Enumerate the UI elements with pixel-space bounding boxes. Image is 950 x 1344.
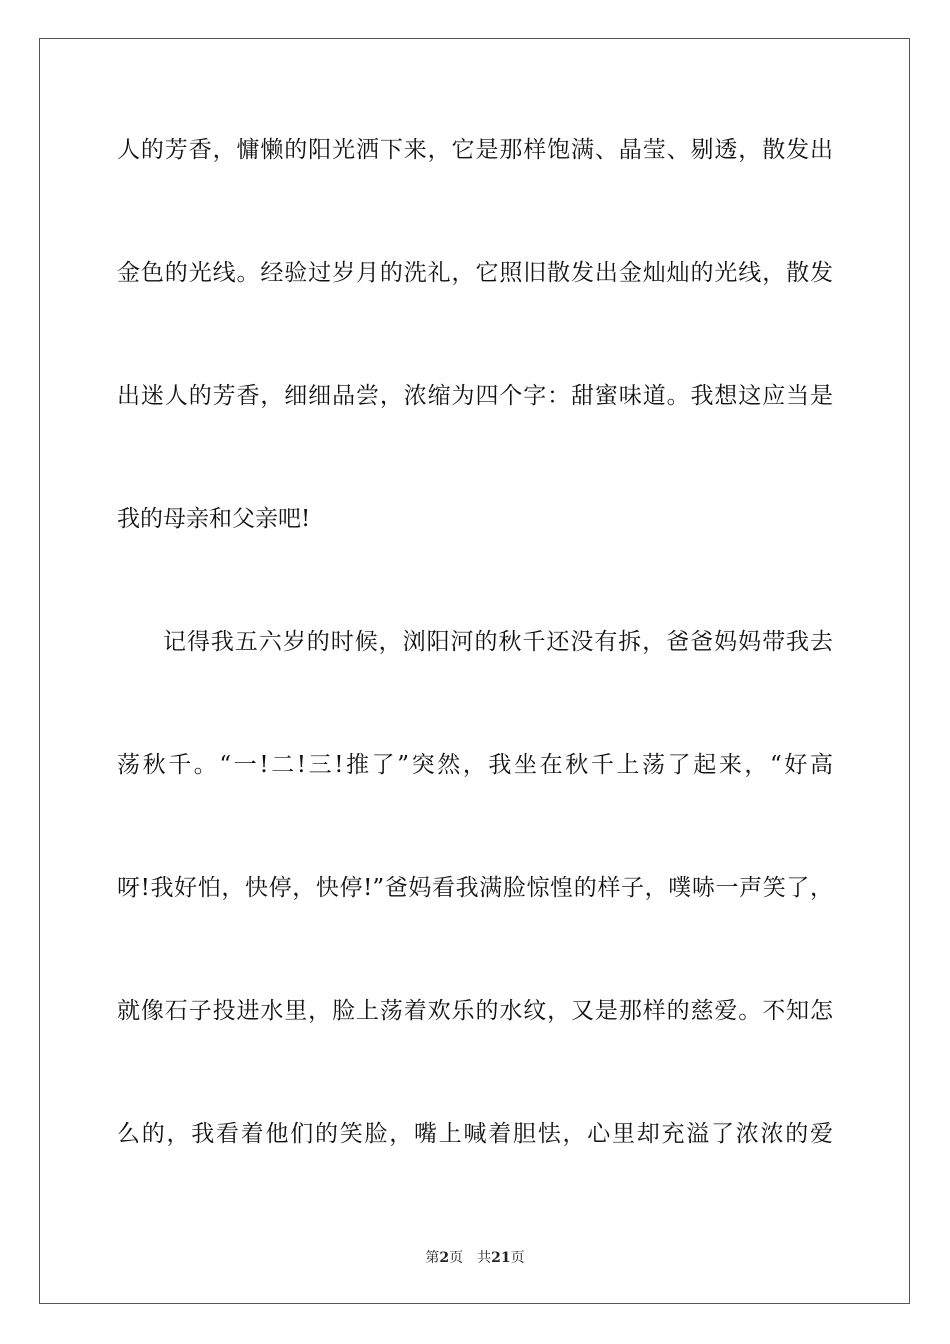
paragraph-line-4: 我的母亲和父亲吧! (117, 506, 311, 532)
total-page-number: 21 (491, 1250, 511, 1266)
paragraph-line-6: 荡秋千。“一!二!三!推了”突然，我坐在秋千上荡了起来，“好高 (117, 752, 833, 778)
paragraph-line-2: 金色的光线。经验过岁月的洗礼，它照旧散发出金灿灿的光线，散发 (117, 260, 833, 286)
paragraph-line-8: 就像石子投进水里，脸上荡着欢乐的水纹，又是那样的慈爱。不知怎 (117, 998, 833, 1024)
paragraph-line-9: 么的，我看着他们的笑脸，嘴上喊着胆怯，心里却充溢了浓浓的爱 (117, 1121, 833, 1147)
total-prefix: 共 (477, 1250, 492, 1266)
paragraph-line-5: 记得我五六岁的时候，浏阳河的秋千还没有拆，爸爸妈妈带我去 (163, 629, 833, 655)
paragraph-line-7: 呀!我好怕，快停，快停!”爸妈看我满脸惊惶的样子，噗哧一声笑了， (117, 875, 833, 901)
page-footer (0, 1247, 950, 1267)
current-page-number: 2 (439, 1250, 450, 1266)
paragraph-line-3: 出迷人的芳香，细细品尝，浓缩为四个字：甜蜜味道。我想这应当是 (117, 383, 833, 409)
total-suffix: 页 (510, 1250, 525, 1266)
document-body (117, 127, 833, 1234)
paragraph-line-1: 人的芳香，慵懒的阳光洒下来，它是那样饱满、晶莹、剔透，散发出 (117, 137, 833, 163)
page-suffix: 页 (449, 1250, 464, 1266)
page-prefix: 第 (425, 1250, 440, 1266)
